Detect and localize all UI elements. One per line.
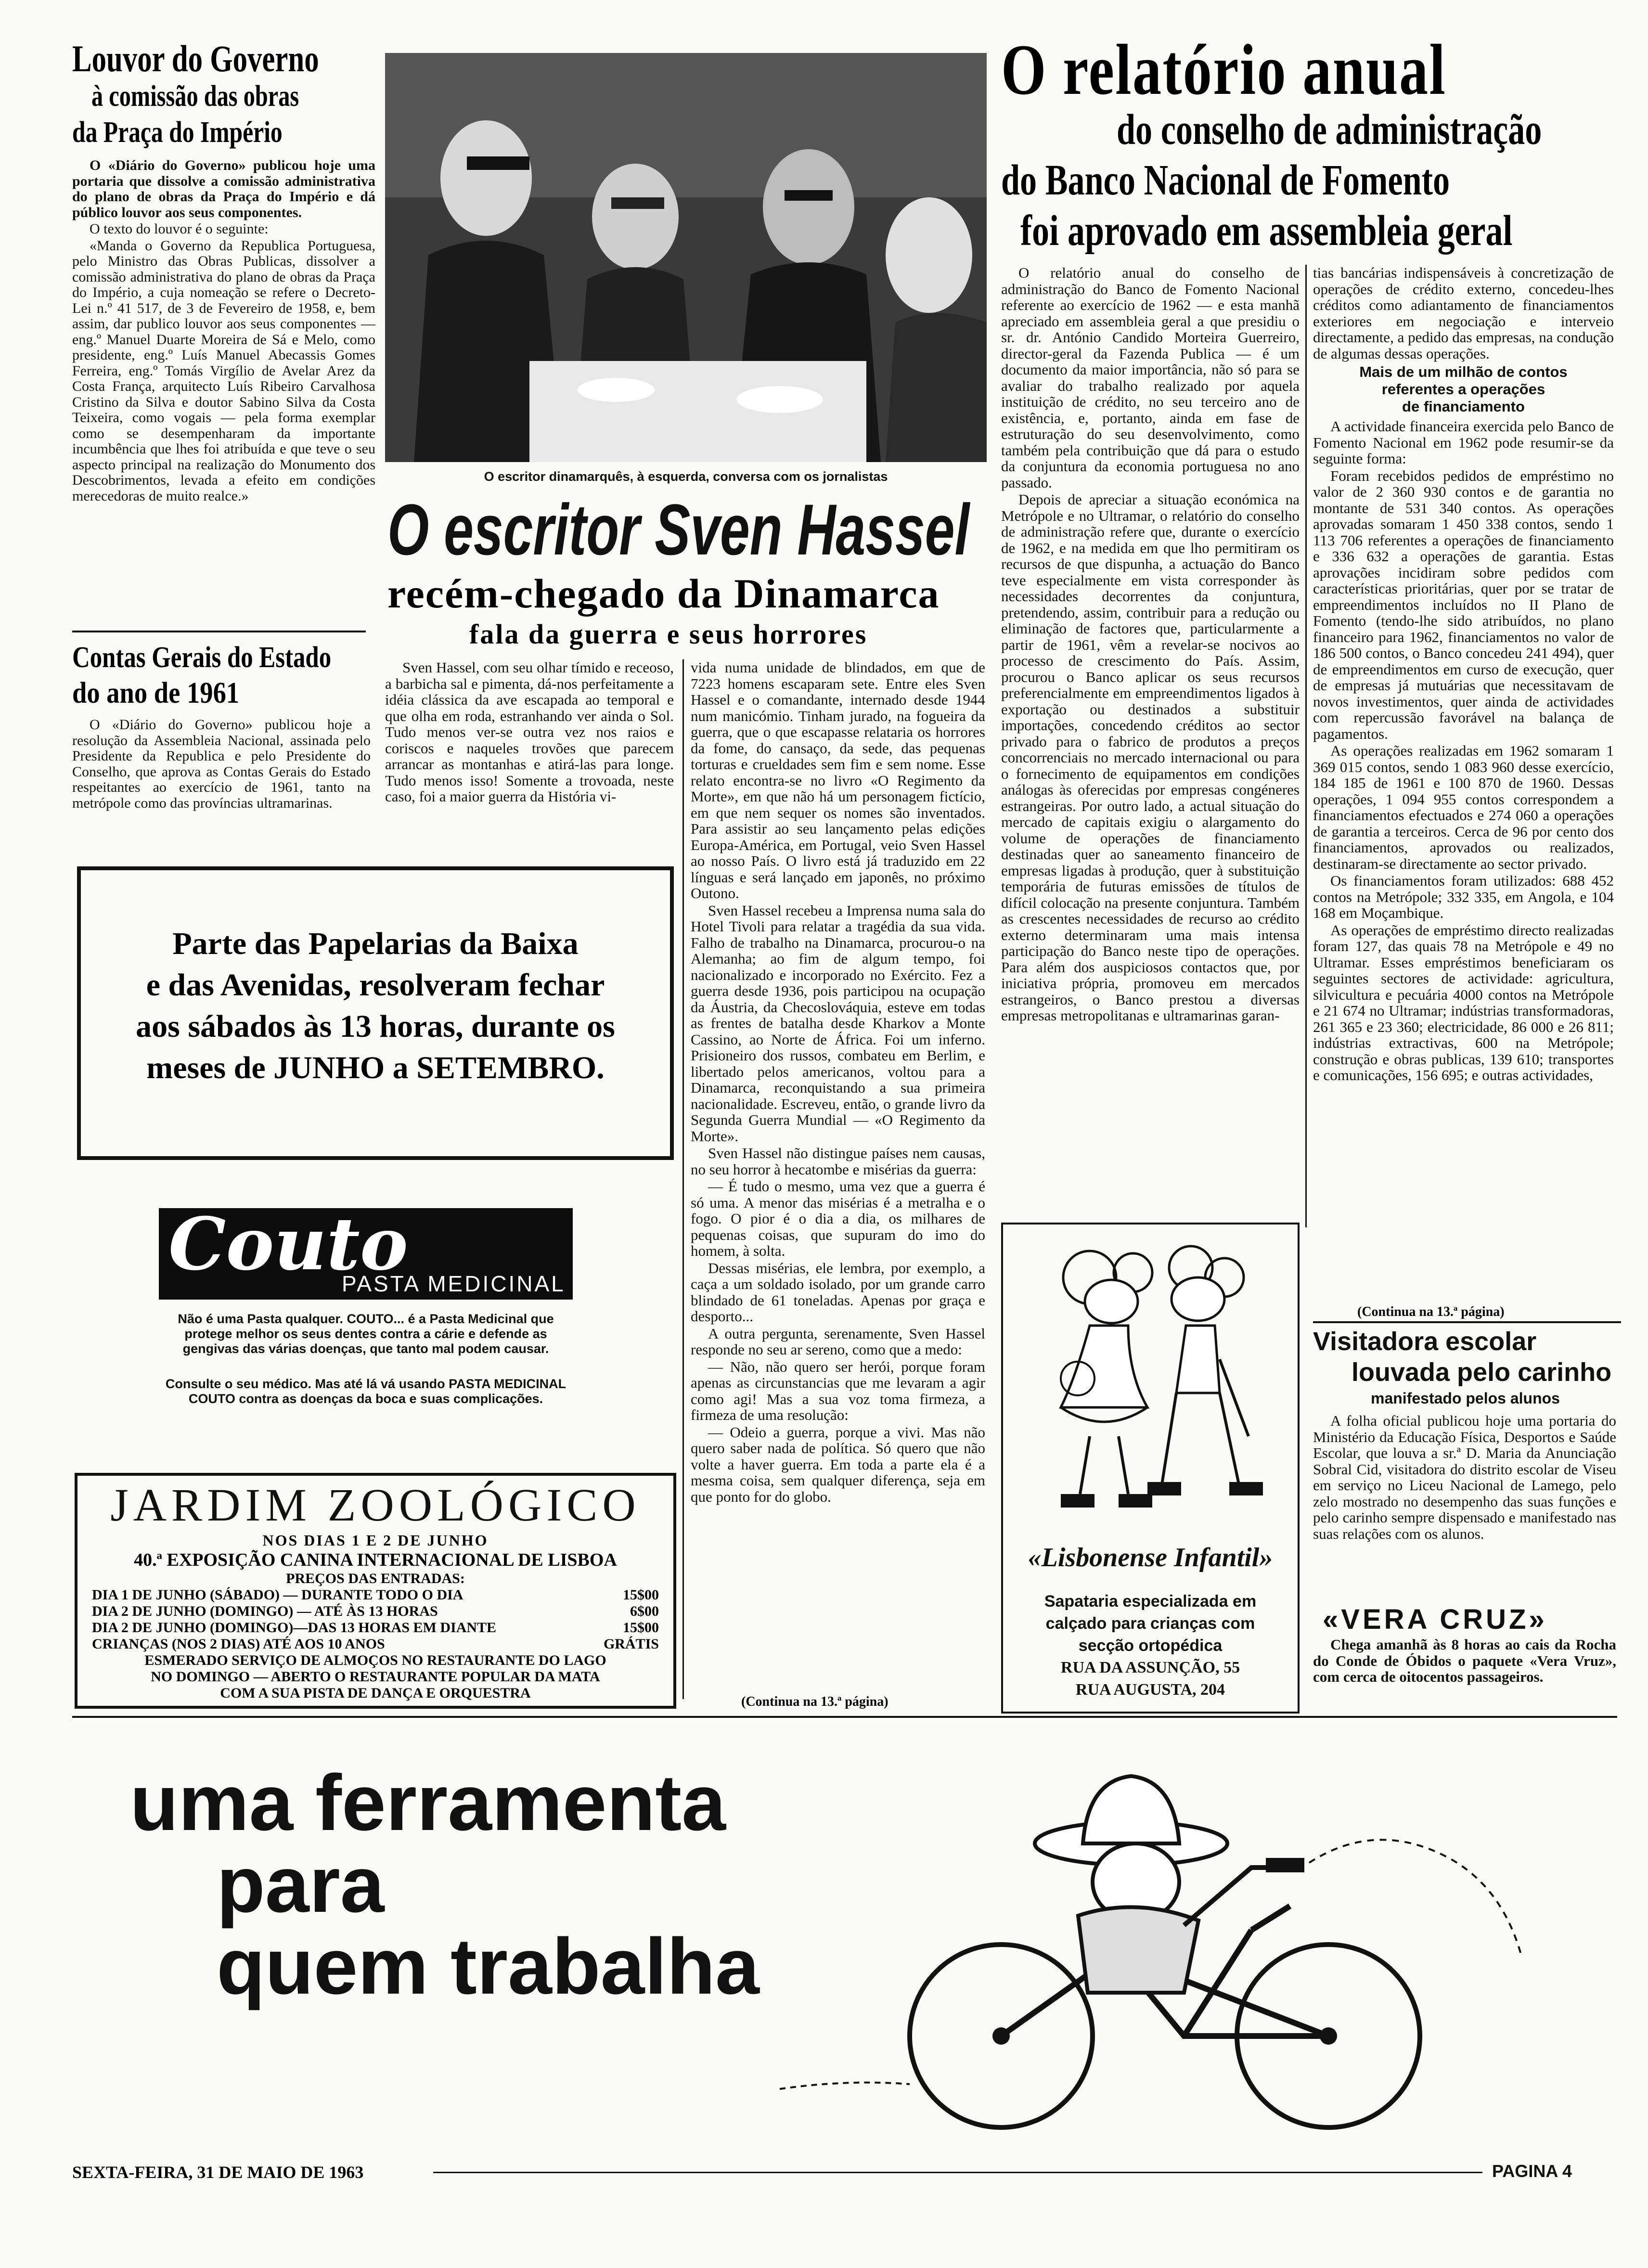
hassel-col-2 <box>691 659 985 1506</box>
relatorio-title-1: O relatório anual <box>1001 30 1447 110</box>
contas-title-1: Contas Gerais do Estado <box>72 641 332 674</box>
louvor-title-3: da Praça do Império <box>72 116 283 149</box>
jardim-line: ESMERADO SERVIÇO DE ALMOÇOS NO RESTAURANTE DO LAGO <box>144 1652 606 1668</box>
jardim-price-label: DIA 1 DE JUNHO (SÁBADO) — DURANTE TODO O DIA <box>92 1587 464 1603</box>
papelarias-line: Parte das Papelarias da Baixa <box>172 926 579 961</box>
hassel-paragraph: A outra pergunta, serenamente, Sven Hassel responde no seu ar sereno, como que a medo: <box>691 1325 985 1358</box>
visitadora-title-1: Visitadora escolar <box>1313 1327 1537 1356</box>
divider <box>72 1716 1617 1718</box>
visitadora-title-2: louvada pelo carinho <box>1352 1358 1612 1387</box>
jardim-line: PREÇOS DAS ENTRADAS: <box>286 1571 465 1586</box>
louvor-paragraph: O «Diário do Governo» publicou hoje uma portaria que dissolve a comissão administrativa do plano de obras da Praça do Império e dá público louvor aos seus componentes. <box>72 157 375 220</box>
jardim-line: NOS DIAS 1 E 2 DE JUNHO <box>262 1532 489 1549</box>
hassel-paragraph: — É tudo o mesmo, uma vez que a guerra é só uma. A menor das misérias é a metralha e o fogo. O pior é o dia a dia, os milhares de pequenas coisas, que supuram do imo do homem, à solta. <box>691 1178 985 1259</box>
vera-title: «VERA CRUZ» <box>1323 1604 1547 1635</box>
louvor-article <box>72 39 375 505</box>
visitadora-paragraph: A folha oficial publicou hoje uma portaria do Ministério da Educação Física, Desportos e Saúde Escolar, que louva a sr.ª D. Maria da Anunciação Sobral Cid, visitadora do distrito escolar de Viseu em serviço no Liceu Nacional de Lamego, pelo zelo mostrado no desempenho das suas funções e pelo carinho sempre dispensado e manifestado nas suas relações com os alunos. <box>1313 1412 1616 1542</box>
jardim-price: GRÁTIS <box>603 1636 659 1652</box>
jardim-price: 15$00 <box>623 1587 659 1603</box>
hassel-subtitle-2: fala da guerra e seus horrores <box>469 619 868 650</box>
couto-banner <box>159 1202 573 1300</box>
hassel-paragraph: Sven Hassel, com seu olhar tímido e receoso, a barbicha sal e pimenta, dá-nos perfeitamente a idéia clássica da ave escapada ao temporal e que olha em roda, estranhando ver ainda o Sol. Tudo menos ver-se outra vez nos raios e coriscos e naqueles trovões que parecem arrancar as montanhas e atirá-las para longe. Tudo menos isso! Somente a trovoada, neste caso, foi a maior guerra da História vi- <box>385 659 674 805</box>
papelarias-notice <box>77 866 674 1160</box>
hassel-paragraph: Sven Hassel recebeu a Imprensa numa sala do Hotel Tivoli para relatar a tragédia da sua vida. Falho de trabalho na Dinamarca, procurou-o na Alemanha; ao fim de algum tempo, foi nacionalizado e incorporado no Exército. Fez a guerra desde 1936, pois participou na ocupação da Áustria, da Checoslováquia, esteve em todas as frentes de batalha desde Kharkov a Monte Cassino, ao Norte de África. Foi um inferno. Prisioneiro dos russos, combateu em Berlim, e libertado pelos americanos, voltou para a Dinamarca, reconquistando a sua primeira nacionalidade. Escreveu, então, o grande livro da Segunda Guerra Mundial — «O Regimento da Morte». <box>691 902 985 1145</box>
jardim-price-label: DIA 2 DE JUNHO (DOMINGO) — ATÉ ÀS 13 HORAS <box>92 1603 438 1619</box>
jardim-title: JARDIM ZOOLÓGICO <box>110 1479 641 1531</box>
footer-date: SEXTA-FEIRA, 31 DE MAIO DE 1963 <box>72 2163 364 2182</box>
relatorio-title-4: foi aprovado em assembleia geral <box>1020 207 1513 255</box>
relatorio-subhead: de financiamento <box>1402 398 1525 415</box>
relatorio-paragraph: Os financiamentos foram utilizados: 688 452 contos na Metrópole; 332 335, em Angola, e 104 168 em Moçambique. <box>1313 872 1614 921</box>
couto-text-2: Consulte o seu médico. Mas até lá vá usando PASTA MEDICINAL COUTO contra as doenças da boca e suas complicações. <box>165 1377 566 1406</box>
hassel-continue: (Continua na 13.ª página) <box>741 1694 888 1709</box>
ad-slogan-3: quem trabalha <box>217 1922 760 2010</box>
mice-cartoon-illustration <box>1032 1234 1273 1523</box>
relatorio-continue: (Continua na 13.ª página) <box>1357 1304 1505 1319</box>
jardim-line: NO DOMINGO — ABERTO O RESTAURANTE POPULAR DA MATA <box>151 1669 600 1685</box>
couto-ad <box>159 1202 573 1420</box>
divider <box>72 631 366 632</box>
relatorio-paragraph: O relatório anual do conselho de administração do Banco de Fomento Nacional referente ao exercício de 1962 — e esta manhã apreciado em assembleia geral a que presidiu o sr. dr. António Candido Morteira Guerreiro, director-geral da Fazenda Publica — é um documento da maior importância, não só para se avaliar do trabalho realizado por aquela instituição de crédito, no seu terceiro ano de existência, e, portanto, ainda em fase de estruturação do seu desenvolvimento, como também pela contribuição que dá para o estudo da conjuntura da economia portuguesa no ano passado. <box>1001 264 1300 491</box>
hassel-col-1 <box>385 659 674 806</box>
papelarias-line: e das Avenidas, resolveram fechar <box>146 967 605 1003</box>
lisbonense-line: Sapataria especializada em <box>1044 1592 1257 1611</box>
lisbonense-line: calçado para crianças com <box>1045 1614 1255 1633</box>
hassel-paragraph: vida numa unidade de blindados, em que de 7223 homens escaparam sete. Entre eles Sven Hassel e o comandante, internado desde 1944 num manicómio. Tinham jurado, na fogueira da guerra, que o que escapasse relataria os horrores da fome, do cansaço, da sede, das pequenas torturas e crueldades sem fim e sem nome. Esse relato encontra-se no livro «O Regimento da Morte», em que não há um personagem fictício, em que nem sequer os nomes são inventados. Para assistir ao seu lançamento pelas edições Europa-América, em Portugal, veio Sven Hassel ao nosso País. O livro está já traduzido em 22 línguas e será lançado em japonês, no próximo Outono. <box>691 659 985 902</box>
relatorio-title-2: do conselho de administração <box>1117 106 1542 154</box>
lisbonense-line: secção ortopédica <box>1078 1637 1223 1655</box>
lisbonense-ad <box>1001 1223 1300 1714</box>
relatorio-paragraph: Depois de apreciar a situação económica na Metrópole e no Ultramar, o relatório do conselho de administração refere que, durante o exercício de 1962, e na medida em que lho permitiram os recursos de que dispunha, a actuação do Banco teve especialmente em vista corresponder às necessidades decorrentes da conjuntura, pretendendo, assim, contribuir para a redução ou eliminação de factores que, particularmente a partir de 1961, vêm a revelar-se nocivos ao processo de crescimento do País. Assim, procurou o Banco aplicar os seus recursos preferencialmente em empreendimentos ligados à exportação ou destinados a substituir importações, concedendo créditos ao sector privado para o fabrico de produtos a preços concorrenciais no mercado internacional ou para o fornecimento de equipamentos em condições análogas às oferecidas por empresas congéneres estrangeiras. Por outro lado, a actual situação do mercado de capitais exigiu o alargamento do volume de operações de financiamento destinadas quer ao saneamento financeiro de empresas ligadas à produção, quer à substituição temporária de futuras emissões de títulos de difícil colocação na presente conjuntura. Também as crescentes necessidades de recurso ao crédito externo determinaram uma mais intensa participação do Banco neste tipo de operações. Para além dos auspiciosos contactos que, por iniciativa própria, promoveu em mercados estrangeiros, o Banco prestou a diversas empresas metropolitanas e ultramarinas garan- <box>1001 491 1300 1024</box>
cowboy-bicycle-illustration <box>751 1723 1617 2147</box>
visitadora-article <box>1313 1326 1616 1543</box>
divider <box>1313 1321 1621 1323</box>
louvor-paragraph: O texto do louvor é o seguinte: <box>90 221 269 237</box>
hassel-caption: O escritor dinamarquês, à esquerda, conversa com os jornalistas <box>484 469 888 484</box>
couto-text-1: Não é uma Pasta qualquer. COUTO... é a Pasta Medicinal que protege melhor os seus dentes contra a cárie e defende as gengivas das várias doenças, que tanto mal podem causar. <box>178 1312 554 1356</box>
relatorio-paragraph: tias bancárias indispensáveis à concretização de operações de crédito externo, concedeu-lhes créditos como adiantamento de financiamentos exteriores em negociação e interveio directamente, a pedido das empresas, na condução de algumas dessas operações. <box>1313 264 1614 362</box>
footer-rule <box>433 2172 1482 2173</box>
jardim-ad <box>75 1473 676 1709</box>
jardim-line: COM A SUA PISTA DE DANÇA E ORQUESTRA <box>220 1685 531 1701</box>
photo-men-at-table <box>385 53 987 462</box>
lisbonense-line: RUA AUGUSTA, 204 <box>1075 1681 1225 1699</box>
papelarias-line: aos sábados às 13 horas, durante os <box>136 1009 615 1044</box>
louvor-title-1: Louvor do Governo <box>72 38 319 79</box>
ad-slogan-1: uma ferramenta <box>130 1758 726 1847</box>
footer-page: PAGINA 4 <box>1492 2161 1572 2181</box>
hassel-paragraph: — Odeio a guerra, porque a vivi. Mas não quero saber nada de política. Só quero que não volte a haver guerra. Em toda a parte ela é a mesma coisa, sem qualquer diferença, seja em que ponto for do globo. <box>691 1423 985 1505</box>
louvor-paragraph: «Manda o Governo da Republica Portuguesa, pelo Ministro das Obras Publicas, dissolver a comissão administrativa do plano de obras da Praça do Império, a cuja nomeação se refere o Decreto-Lei n.º 41 517, de 3 de Fevereiro de 1958, e, bem assim, dar publico louvor aos seus componentes — eng.º Manuel Duarte Moreira de Sá e Melo, como presidente, eng.º Luís Manuel Abecassis Gomes Ferreira, eng.º Tomás Virgílio de Avelar Arez da Costa França, arquitecto Luís Ribeiro Carvalhosa Cristino da Silva e doutor Sabino Silva da Costa Teixeira, como vogais — pela forma exemplar como se desempenharam da importante incumbência que lhes foi atribuída e que teve o seu aspecto principal na realização do Monumento dos Descobrimentos, levada a efeito em condições merecedoras de muito realce.» <box>72 237 375 504</box>
relatorio-subhead: Mais de um milhão de contos <box>1359 363 1568 380</box>
column-rule <box>1305 265 1307 1227</box>
contas-title-2: do ano de 1961 <box>72 677 240 709</box>
hassel-paragraph: Sven Hassel não distingue países nem causas, no seu horror à hecatombe e misérias da guerra: <box>691 1145 985 1178</box>
ad-slogan-2: para <box>217 1840 385 1929</box>
jardim-price-label: CRIANÇAS (NOS 2 DIAS) ATÉ AOS 10 ANOS <box>92 1636 385 1652</box>
hassel-title: O escritor Sven Hassel <box>387 489 970 570</box>
relatorio-paragraph: A actividade financeira exercida pelo Banco de Fomento Nacional em 1962 pode resumir-se da seguinte forma: <box>1313 418 1614 467</box>
relatorio-title-3: do Banco Nacional de Fomento <box>1001 156 1450 204</box>
hassel-photo <box>385 53 987 462</box>
visitadora-title-3: manifestado pelos alunos <box>1371 1390 1560 1407</box>
lisbonense-name: «Lisbonense Infantil» <box>1028 1543 1273 1572</box>
contas-article <box>72 640 371 812</box>
relatorio-paragraph: Foram recebidos pedidos de empréstimo no valor de 2 360 930 contos e de garantia no montante de 531 340 contos. As operações aprovadas somaram 1 450 338 contos, sendo 1 113 706 referentes a operações de financiamento e 336 632 a operações de garantia. Estas aprovações incidiram sobre pedidos com características prioritárias, quer por se tratar de empreendimentos incluídos no II Plano de Fomento (tendo-lhe sido atribuídos, no plano financeiro para 1962, financiamentos no valor de 186 500 contos, o Banco concedeu 241 494), quer de empreendimentos em curso de execução, quer de empresas já mutuárias que necessitavam de novos investimentos, quer ainda de actividades com repercussão favorável na balança de pagamentos. <box>1313 467 1614 742</box>
column-rule <box>682 659 684 1699</box>
jardim-line: 40.ª EXPOSIÇÃO CANINA INTERNACIONAL DE LISBOA <box>134 1550 617 1570</box>
vera-article <box>1313 1603 1616 1686</box>
contas-paragraph: O «Diário do Governo» publicou hoje a resolução da Assembleia Nacional, assinada pelo Presidente da Republica e pelo Presidente do Conselho, que aprova as Contas Gerais do Estado respeitantes ao exercício de 1961, tanto na metrópole como das províncias ultramarinas. <box>72 717 371 811</box>
couto-sub: PASTA MEDICINAL <box>342 1271 566 1296</box>
relatorio-paragraph: As operações de empréstimo directo realizadas foram 127, das quais 78 na Metrópole e 49 no Ultramar. Esses empréstimos beneficiaram os seguintes sectores de actividade: agricultura, silvicultura e pecuária 4000 contos na Metrópole e 21 674 no Ultramar; indústrias transformadoras, 261 365 e 23 360; electricidade, 86 000 e 26 811; indústrias extractivas, 600 na Metrópole; construção e obras publicas, 139 610; transportes e comunicações, 156 695; e outras actividades, <box>1313 921 1614 1083</box>
relatorio-paragraph: As operações realizadas em 1962 somaram 1 369 015 contos, sendo 1 083 960 desse exercício, 184 185 de 1961 e 100 870 de 1960. Dessas operações, 1 094 955 contos correspondem a financiamentos efectuados e 274 060 a operações de garantia a terceiros. Cerca de 96 por cento dos financiamentos, aprovados ou realizados, destinaram-se directamente ao sector privado. <box>1313 742 1614 872</box>
relatorio-subhead: referentes a operações <box>1381 381 1545 398</box>
lisbonense-line: RUA DA ASSUNÇÃO, 55 <box>1060 1659 1240 1676</box>
louvor-title-2: à comissão das obras <box>91 80 299 113</box>
hassel-paragraph: Dessas misérias, ele lembra, por exemplo, a caça a um soldado isolado, por um grande carro blindado de 61 toneladas. Apenas por graça e desporto... <box>691 1259 985 1325</box>
jardim-price: 6$00 <box>630 1603 659 1619</box>
vera-paragraph: Chega amanhã às 8 horas ao cais da Rocha do Conde de Óbidos o paquete «Vera Vruz», com cerca de oitocentos passageiros. <box>1313 1636 1616 1685</box>
relatorio-col-2 <box>1313 265 1614 1084</box>
couto-brand: Couto <box>168 1202 408 1287</box>
jardim-price: 15$00 <box>623 1620 659 1636</box>
hassel-subtitle-1: recém-chegado da Dinamarca <box>387 570 940 617</box>
relatorio-col-1 <box>1001 265 1300 1025</box>
jardim-price-label: DIA 2 DE JUNHO (DOMINGO)—DAS 13 HORAS EM DIANTE <box>92 1620 497 1636</box>
papelarias-line: meses de JUNHO a SETEMBRO. <box>146 1050 605 1085</box>
hassel-paragraph: — Não, não quero ser herói, porque foram apenas as circunstancias que me levaram a agir como agi! Mas a sua voz toma firmeza, a firmeza de uma resolução: <box>691 1358 985 1423</box>
